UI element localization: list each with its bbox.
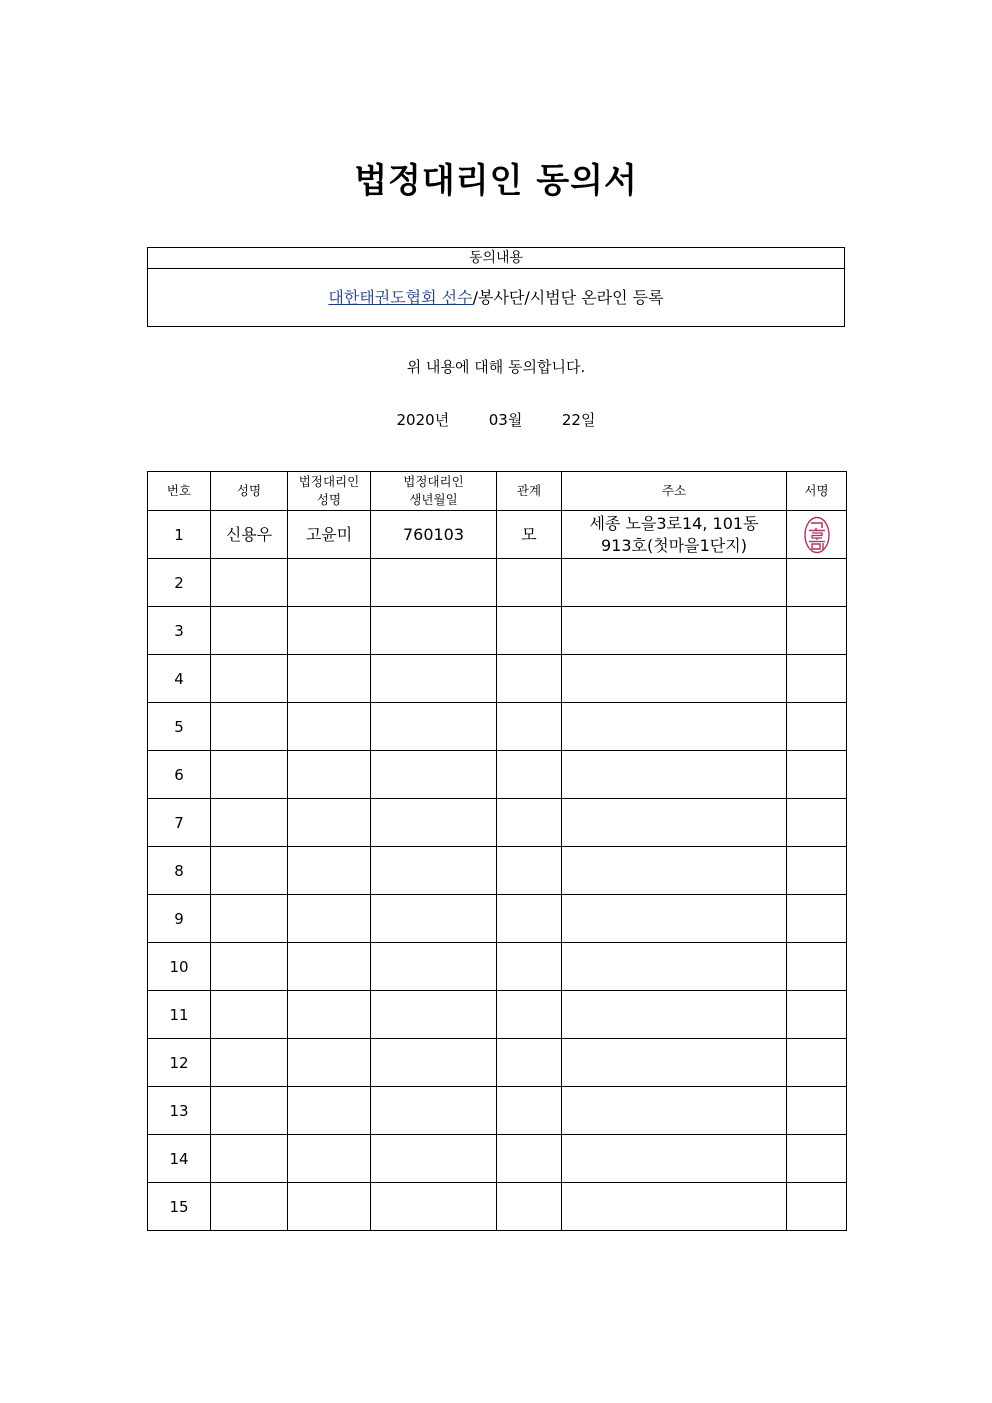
table-row — [148, 751, 847, 799]
cell-guardian-birth — [371, 991, 497, 1039]
cell-no: 10 — [148, 943, 211, 991]
table-row — [148, 847, 847, 895]
agree-statement: 위 내용에 대해 동의합니다. — [406, 358, 586, 376]
cell-address — [562, 799, 787, 847]
cell-no: 3 — [148, 607, 211, 655]
cell-guardian-birth — [371, 1039, 497, 1087]
cell-signature — [787, 895, 847, 943]
cell-guardian-name — [288, 991, 371, 1039]
date-month: 03월 — [488, 411, 523, 429]
cell-guardian-birth — [371, 895, 497, 943]
consent-link[interactable]: 대한태권도협회 선수 — [328, 288, 473, 307]
header-address: 주소 — [562, 472, 787, 511]
cell-guardian-name — [288, 799, 371, 847]
cell-guardian-birth — [371, 1135, 497, 1183]
cell-no: 15 — [148, 1183, 211, 1231]
cell-guardian-birth — [371, 607, 497, 655]
cell-name — [211, 655, 288, 703]
cell-guardian-birth — [371, 655, 497, 703]
table-row — [148, 559, 847, 607]
consent-header: 동의내용 — [148, 248, 844, 269]
cell-signature — [787, 1039, 847, 1087]
cell-relation — [497, 1039, 562, 1087]
table-header-row — [148, 472, 847, 511]
cell-guardian-birth — [371, 1087, 497, 1135]
cell-name — [211, 703, 288, 751]
cell-name: 신용우 — [211, 511, 288, 559]
document-title: 법정대리인 동의서 — [354, 161, 638, 201]
cell-guardian-birth — [371, 703, 497, 751]
cell-guardian-birth — [371, 559, 497, 607]
cell-name — [211, 1135, 288, 1183]
cell-address — [562, 943, 787, 991]
cell-guardian-name — [288, 751, 371, 799]
cell-guardian-name — [288, 1183, 371, 1231]
cell-guardian-birth — [371, 847, 497, 895]
table-row — [148, 799, 847, 847]
header-name: 성명 — [211, 472, 288, 511]
cell-guardian-name — [288, 847, 371, 895]
header-signature: 서명 — [787, 472, 847, 511]
cell-name — [211, 607, 288, 655]
header-guardian-name-line1: 법정대리인 — [298, 474, 360, 489]
cell-relation — [497, 895, 562, 943]
cell-no: 8 — [148, 847, 211, 895]
cell-guardian-name — [288, 655, 371, 703]
table-row — [148, 655, 847, 703]
table-row — [148, 1039, 847, 1087]
cell-signature — [787, 751, 847, 799]
header-guardian-name-line2: 성명 — [316, 492, 342, 507]
date-day: 22일 — [561, 411, 596, 429]
cell-relation — [497, 943, 562, 991]
cell-guardian-name — [288, 703, 371, 751]
cell-signature — [787, 991, 847, 1039]
cell-guardian-name — [288, 1087, 371, 1135]
cell-no: 14 — [148, 1135, 211, 1183]
cell-address — [562, 655, 787, 703]
cell-name — [211, 847, 288, 895]
cell-address — [562, 847, 787, 895]
cell-guardian-name — [288, 1135, 371, 1183]
roster-table — [147, 471, 847, 1231]
cell-name — [211, 751, 288, 799]
cell-address — [562, 511, 787, 559]
cell-name — [211, 1039, 288, 1087]
cell-signature — [787, 703, 847, 751]
cell-address — [562, 1135, 787, 1183]
cell-address — [562, 1039, 787, 1087]
cell-relation — [497, 607, 562, 655]
cell-guardian-name — [288, 559, 371, 607]
header-guardian-birth — [371, 472, 497, 511]
cell-signature — [787, 655, 847, 703]
cell-name — [211, 895, 288, 943]
cell-guardian-birth: 760103 — [371, 511, 497, 559]
cell-relation — [497, 1087, 562, 1135]
table-row — [148, 511, 847, 559]
cell-guardian-name — [288, 1039, 371, 1087]
table-row — [148, 943, 847, 991]
cell-relation — [497, 991, 562, 1039]
cell-signature — [787, 943, 847, 991]
cell-signature — [787, 511, 847, 559]
cell-address — [562, 607, 787, 655]
cell-no: 12 — [148, 1039, 211, 1087]
cell-no: 11 — [148, 991, 211, 1039]
cell-address — [562, 703, 787, 751]
cell-name — [211, 559, 288, 607]
cell-signature — [787, 1183, 847, 1231]
cell-no: 2 — [148, 559, 211, 607]
cell-name — [211, 943, 288, 991]
cell-relation — [497, 1183, 562, 1231]
cell-relation — [497, 655, 562, 703]
cell-address — [562, 991, 787, 1039]
cell-address — [562, 751, 787, 799]
header-relation: 관계 — [497, 472, 562, 511]
cell-signature — [787, 1087, 847, 1135]
cell-address — [562, 559, 787, 607]
cell-guardian-birth — [371, 751, 497, 799]
cell-signature — [787, 847, 847, 895]
cell-guardian-birth — [371, 1183, 497, 1231]
cell-guardian-name — [288, 943, 371, 991]
header-guardian-birth-line2: 생년월일 — [409, 492, 458, 507]
cell-name — [211, 799, 288, 847]
signature-seal-icon — [804, 516, 830, 554]
cell-signature — [787, 799, 847, 847]
cell-no: 7 — [148, 799, 211, 847]
cell-guardian-birth — [371, 943, 497, 991]
cell-signature — [787, 1135, 847, 1183]
cell-guardian-birth — [371, 799, 497, 847]
header-no: 번호 — [148, 472, 211, 511]
table-row — [148, 607, 847, 655]
cell-name — [211, 991, 288, 1039]
cell-no: 5 — [148, 703, 211, 751]
cell-relation — [497, 799, 562, 847]
date-line — [0, 409, 992, 431]
cell-address — [562, 895, 787, 943]
cell-relation — [497, 1135, 562, 1183]
cell-signature — [787, 559, 847, 607]
cell-relation: 모 — [497, 511, 562, 559]
cell-relation — [497, 847, 562, 895]
cell-relation — [497, 751, 562, 799]
cell-no: 9 — [148, 895, 211, 943]
header-guardian-name — [288, 472, 371, 511]
date-year: 2020년 — [396, 411, 450, 429]
cell-name — [211, 1087, 288, 1135]
table-row — [148, 1087, 847, 1135]
cell-no: 6 — [148, 751, 211, 799]
cell-name — [211, 1183, 288, 1231]
table-row — [148, 1135, 847, 1183]
table-row — [148, 895, 847, 943]
cell-relation — [497, 703, 562, 751]
consent-body — [148, 269, 844, 327]
table-row — [148, 1183, 847, 1231]
table-row — [148, 703, 847, 751]
consent-rest-text: /봉사단/시범단 온라인 등록 — [472, 288, 664, 307]
cell-no: 13 — [148, 1087, 211, 1135]
header-guardian-birth-line1: 법정대리인 — [403, 474, 464, 489]
cell-signature — [787, 607, 847, 655]
cell-relation — [497, 559, 562, 607]
cell-guardian-name: 고윤미 — [288, 511, 371, 559]
cell-guardian-name — [288, 607, 371, 655]
cell-address — [562, 1183, 787, 1231]
consent-box — [147, 247, 845, 327]
table-row — [148, 991, 847, 1039]
address-line1: 세종 노을3로14, 101동 — [589, 513, 759, 533]
cell-no: 1 — [148, 511, 211, 559]
cell-guardian-name — [288, 895, 371, 943]
cell-address — [562, 1087, 787, 1135]
cell-no: 4 — [148, 655, 211, 703]
address-line2: 913호(첫마을1단지) — [601, 535, 747, 555]
